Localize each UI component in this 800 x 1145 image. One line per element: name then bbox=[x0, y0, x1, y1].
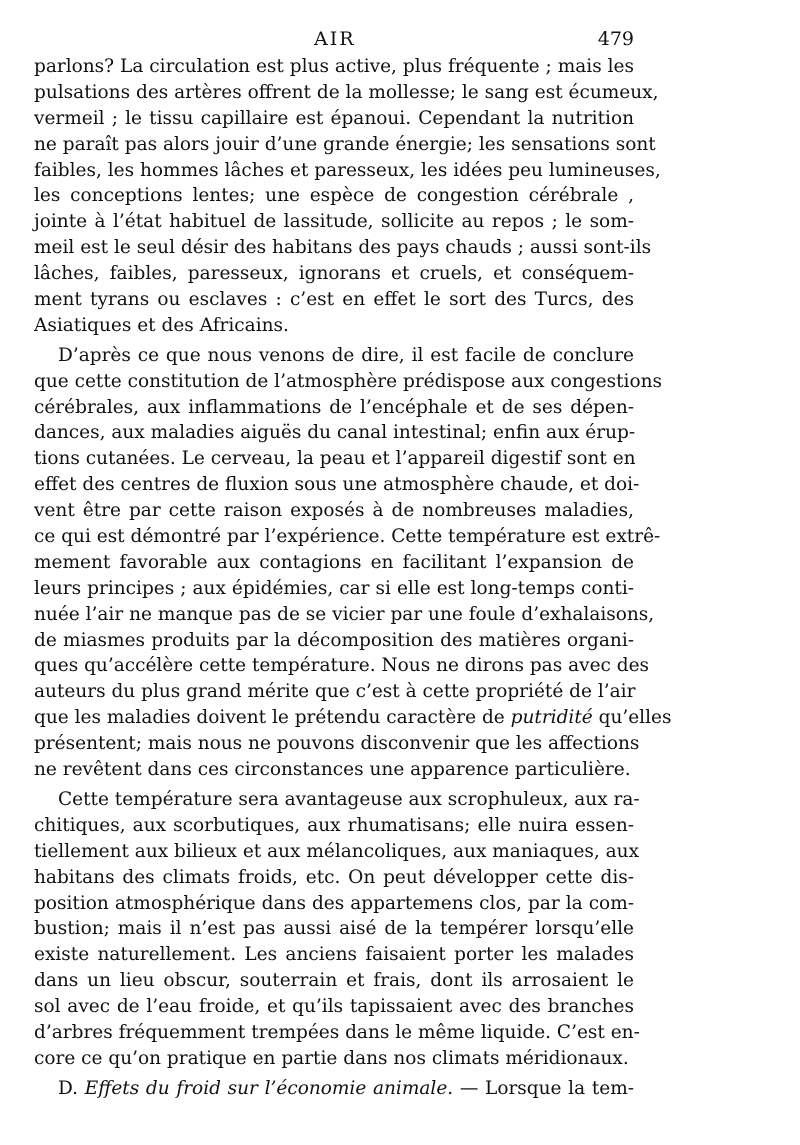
text-line: d’arbres fréquemment trempées dans le même liquide. C’est en- bbox=[34, 1021, 640, 1043]
text-line: ment tyrans ou esclaves : c’est en effet le sort des Turcs, des bbox=[34, 289, 634, 311]
running-header bbox=[34, 24, 634, 54]
paragraph-3 bbox=[34, 787, 640, 1072]
text-line: vent être par cette raison exposés à de nombreuses maladies, bbox=[34, 500, 634, 522]
text-line: jointe à l’état habituel de lassitude, sollicite au repos ; le som- bbox=[34, 211, 634, 233]
page-number: 479 bbox=[597, 28, 634, 50]
text-line: cérébrales, aux inflammations de l’encéphale et de ses dépen- bbox=[34, 396, 634, 418]
text-line: présentent; mais nous ne pouvons disconvenir que les affections bbox=[34, 733, 640, 755]
text-line: lâches, faibles, paresseux, ignorans et cruels, et conséquem- bbox=[34, 263, 634, 285]
text-line: ne paraît pas alors jouir d’une grande énergie; les sensations sont bbox=[34, 133, 656, 155]
text-line: vermeil ; le tissu capillaire est épanoui. Cependant la nutrition bbox=[34, 107, 634, 129]
italic-term: putridité bbox=[510, 707, 593, 729]
text-line: Asiatiques et des Africains. bbox=[34, 314, 289, 336]
text-line: core ce qu’on pratique en partie dans nos climats méridionaux. bbox=[34, 1047, 629, 1069]
text-line: dans un lieu obscur, souterrain et frais, dont ils arrosaient le bbox=[34, 970, 634, 992]
text-line: que cette constitution de l’atmosphère prédispose aux congestions bbox=[34, 370, 663, 392]
text-line: tiellement aux bilieux et aux mélancoliques, aux maniaques, aux bbox=[34, 840, 640, 862]
text-line: meil est le seul désir des habitans des pays chauds ; aussi sont-ils bbox=[34, 237, 652, 259]
text-line: auteurs du plus grand mérite que c’est à cette propriété de l’air bbox=[34, 681, 636, 703]
text-line bbox=[34, 1076, 634, 1102]
text-line: tions cutanées. Le cerveau, la peau et l’appareil digestif sont en bbox=[34, 448, 636, 470]
text-line: mement favorable aux contagions en facilitant l’expansion de bbox=[34, 551, 634, 573]
section-label: D. bbox=[58, 1077, 85, 1099]
text-line-with-italic bbox=[34, 705, 672, 731]
text-line: habitans des climats froids, etc. On peut développer cette dis- bbox=[34, 866, 634, 888]
text-line: sol avec de l’eau froide, et qu’ils tapissaient avec des branches bbox=[34, 996, 634, 1018]
text-segment: que les maladies doivent le prétendu caractère de bbox=[34, 707, 511, 729]
text-line: D’après ce que nous venons de dire, il est facile de conclure bbox=[58, 344, 634, 366]
text-line: chitiques, aux scorbutiques, aux rhumatisans; elle nuira essen- bbox=[34, 814, 634, 836]
section-d-heading bbox=[34, 1076, 634, 1102]
paragraph-2 bbox=[34, 343, 672, 783]
text-line: Cette température sera avantageuse aux scrophuleux, aux ra- bbox=[58, 788, 640, 810]
paragraph-1 bbox=[34, 54, 661, 339]
text-line: ques qu’accélère cette température. Nous ne dirons pas avec des bbox=[34, 655, 650, 677]
document-page bbox=[34, 24, 672, 1124]
text-segment: qu’elles bbox=[592, 707, 672, 729]
text-line: effet des centres de fluxion sous une atmosphère chaude, et doi- bbox=[34, 474, 640, 496]
text-line: position atmosphérique dans des appartemens clos, par la com- bbox=[34, 892, 634, 914]
text-line: parlons? La circulation est plus active, plus fréquente ; mais les bbox=[34, 56, 634, 77]
text-line: ce qui est démontré par l’expérience. Cette température est extrê- bbox=[34, 526, 661, 548]
text-segment: — Lorsque la tem- bbox=[453, 1077, 634, 1099]
text-line: existe naturellement. Les anciens faisaient porter les malades bbox=[34, 944, 634, 966]
text-line: les conceptions lentes; une espèce de congestion cérébrale , bbox=[34, 185, 634, 207]
text-line: faibles, les hommes lâches et paresseux, les idées peu lumineuses, bbox=[34, 159, 661, 181]
text-line: nuée l’air ne manque pas de se vicier par une foule d’exhalaisons, bbox=[34, 603, 655, 625]
text-line: dances, aux maladies aiguës du canal intestinal; enfin aux érup- bbox=[34, 422, 636, 444]
text-line: de miasmes produits par la décomposition des matières organi- bbox=[34, 629, 634, 651]
text-line: bustion; mais il n’est pas aussi aisé de la tempérer lorsqu’elle bbox=[34, 918, 634, 940]
text-line: pulsations des artères offrent de la mollesse; le sang est écumeux, bbox=[34, 81, 659, 103]
header-title: AIR bbox=[314, 28, 356, 50]
text-line: leurs principes ; aux épidémies, car si elle est long-temps conti- bbox=[34, 577, 634, 599]
text-line: ne revêtent dans ces circonstances une apparence particulière. bbox=[34, 759, 631, 781]
section-title: Effets du froid sur l’économie animale. bbox=[84, 1077, 454, 1099]
